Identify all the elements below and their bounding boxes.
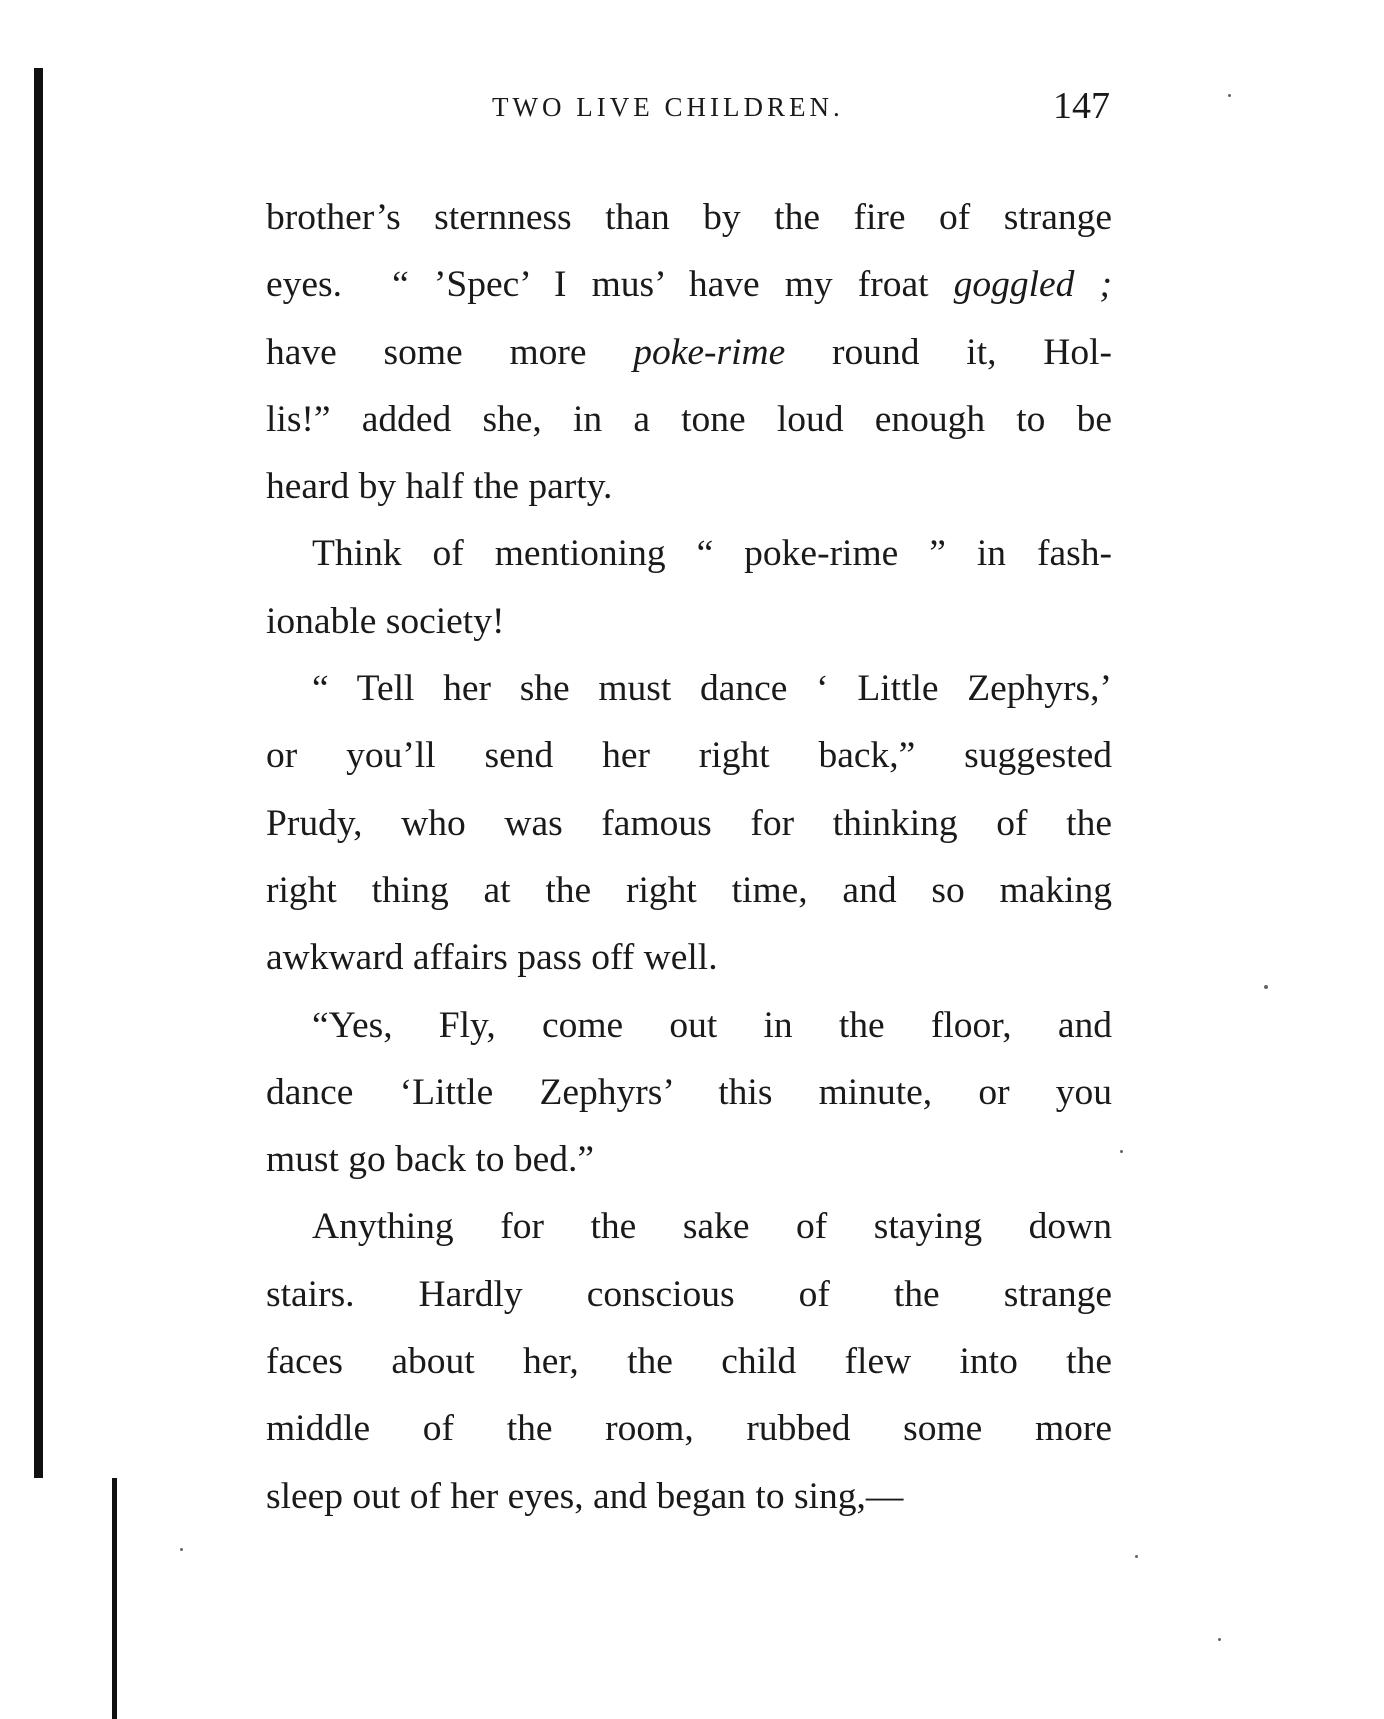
text-segment: brother’s sternness than by the fire of strange	[266, 197, 1112, 238]
text-line	[266, 251, 1112, 318]
text-segment: Anything for the sake of staying down	[312, 1206, 1112, 1248]
paragraph	[266, 655, 1112, 991]
text-segment: dance ‘Little Zephyrs’ this minute, or you	[266, 1071, 1112, 1113]
page-number: 147	[1053, 85, 1110, 127]
italic-text: goggled ;	[953, 264, 1112, 306]
text-line	[266, 790, 1112, 857]
text-line	[266, 319, 1112, 386]
text-segment: stairs. Hardly conscious of the strange	[266, 1273, 1112, 1315]
text-segment: eyes. “ ’Spec’ I mus’ have my froat	[266, 264, 954, 306]
print-speck	[1120, 1150, 1123, 1153]
text-segment: heard by half the party.	[266, 466, 613, 508]
running-header	[270, 84, 1110, 134]
page-binding-edge-lower	[112, 1478, 117, 1719]
page-body	[266, 184, 1112, 1530]
italic-text: poke-rime	[633, 331, 786, 373]
page-binding-edge	[34, 68, 43, 1478]
text-line	[266, 1463, 1112, 1530]
text-segment: right thing at the right time, and so making	[266, 869, 1112, 911]
paragraph	[266, 184, 1112, 520]
text-line	[266, 1261, 1112, 1328]
paragraph	[266, 992, 1112, 1194]
text-line	[266, 655, 1112, 722]
print-speck	[1135, 1555, 1138, 1558]
text-segment: “Yes, Fly, come out in the floor, and	[312, 1004, 1112, 1046]
text-line	[266, 924, 1112, 991]
text-line	[266, 1126, 1112, 1193]
text-line	[266, 184, 1112, 251]
text-segment: ionable society!	[266, 600, 505, 642]
text-segment: Think of mentioning “ poke-rime ” in fash-	[312, 533, 1112, 575]
paragraph	[266, 1193, 1112, 1529]
text-segment: faces about her, the child flew into the	[266, 1341, 1112, 1383]
text-segment: middle of the room, rubbed some more	[266, 1408, 1112, 1450]
text-segment: round it, Hol-	[785, 331, 1112, 373]
text-line	[266, 453, 1112, 520]
text-line	[266, 520, 1112, 587]
text-line	[266, 1328, 1112, 1395]
text-line	[266, 857, 1112, 924]
text-segment: lis!” added she, in a tone loud enough to be	[266, 398, 1112, 440]
text-line	[266, 588, 1112, 655]
running-title: TWO LIVE CHILDREN.	[492, 92, 844, 122]
text-line	[266, 1059, 1112, 1126]
print-speck	[1218, 1638, 1221, 1641]
text-segment: awkward affairs pass off well.	[266, 937, 718, 979]
text-segment: or you’ll send her right back,” suggested	[266, 735, 1112, 777]
text-segment: must go back to bed.”	[266, 1139, 595, 1181]
text-line	[266, 992, 1112, 1059]
text-line	[266, 386, 1112, 453]
text-line	[266, 1395, 1112, 1462]
paragraph	[266, 520, 1112, 655]
print-speck	[1264, 985, 1268, 989]
text-segment: Prudy, who was famous for thinking of the	[266, 802, 1112, 844]
text-line	[266, 1193, 1112, 1260]
text-segment: “ Tell her she must dance ‘ Little Zephyrs,’	[312, 668, 1112, 710]
text-line	[266, 722, 1112, 789]
print-speck	[1228, 94, 1231, 97]
print-speck	[180, 1548, 183, 1551]
text-segment: sleep out of her eyes, and began to sing,—	[266, 1475, 904, 1517]
text-segment: have some more	[266, 331, 634, 373]
